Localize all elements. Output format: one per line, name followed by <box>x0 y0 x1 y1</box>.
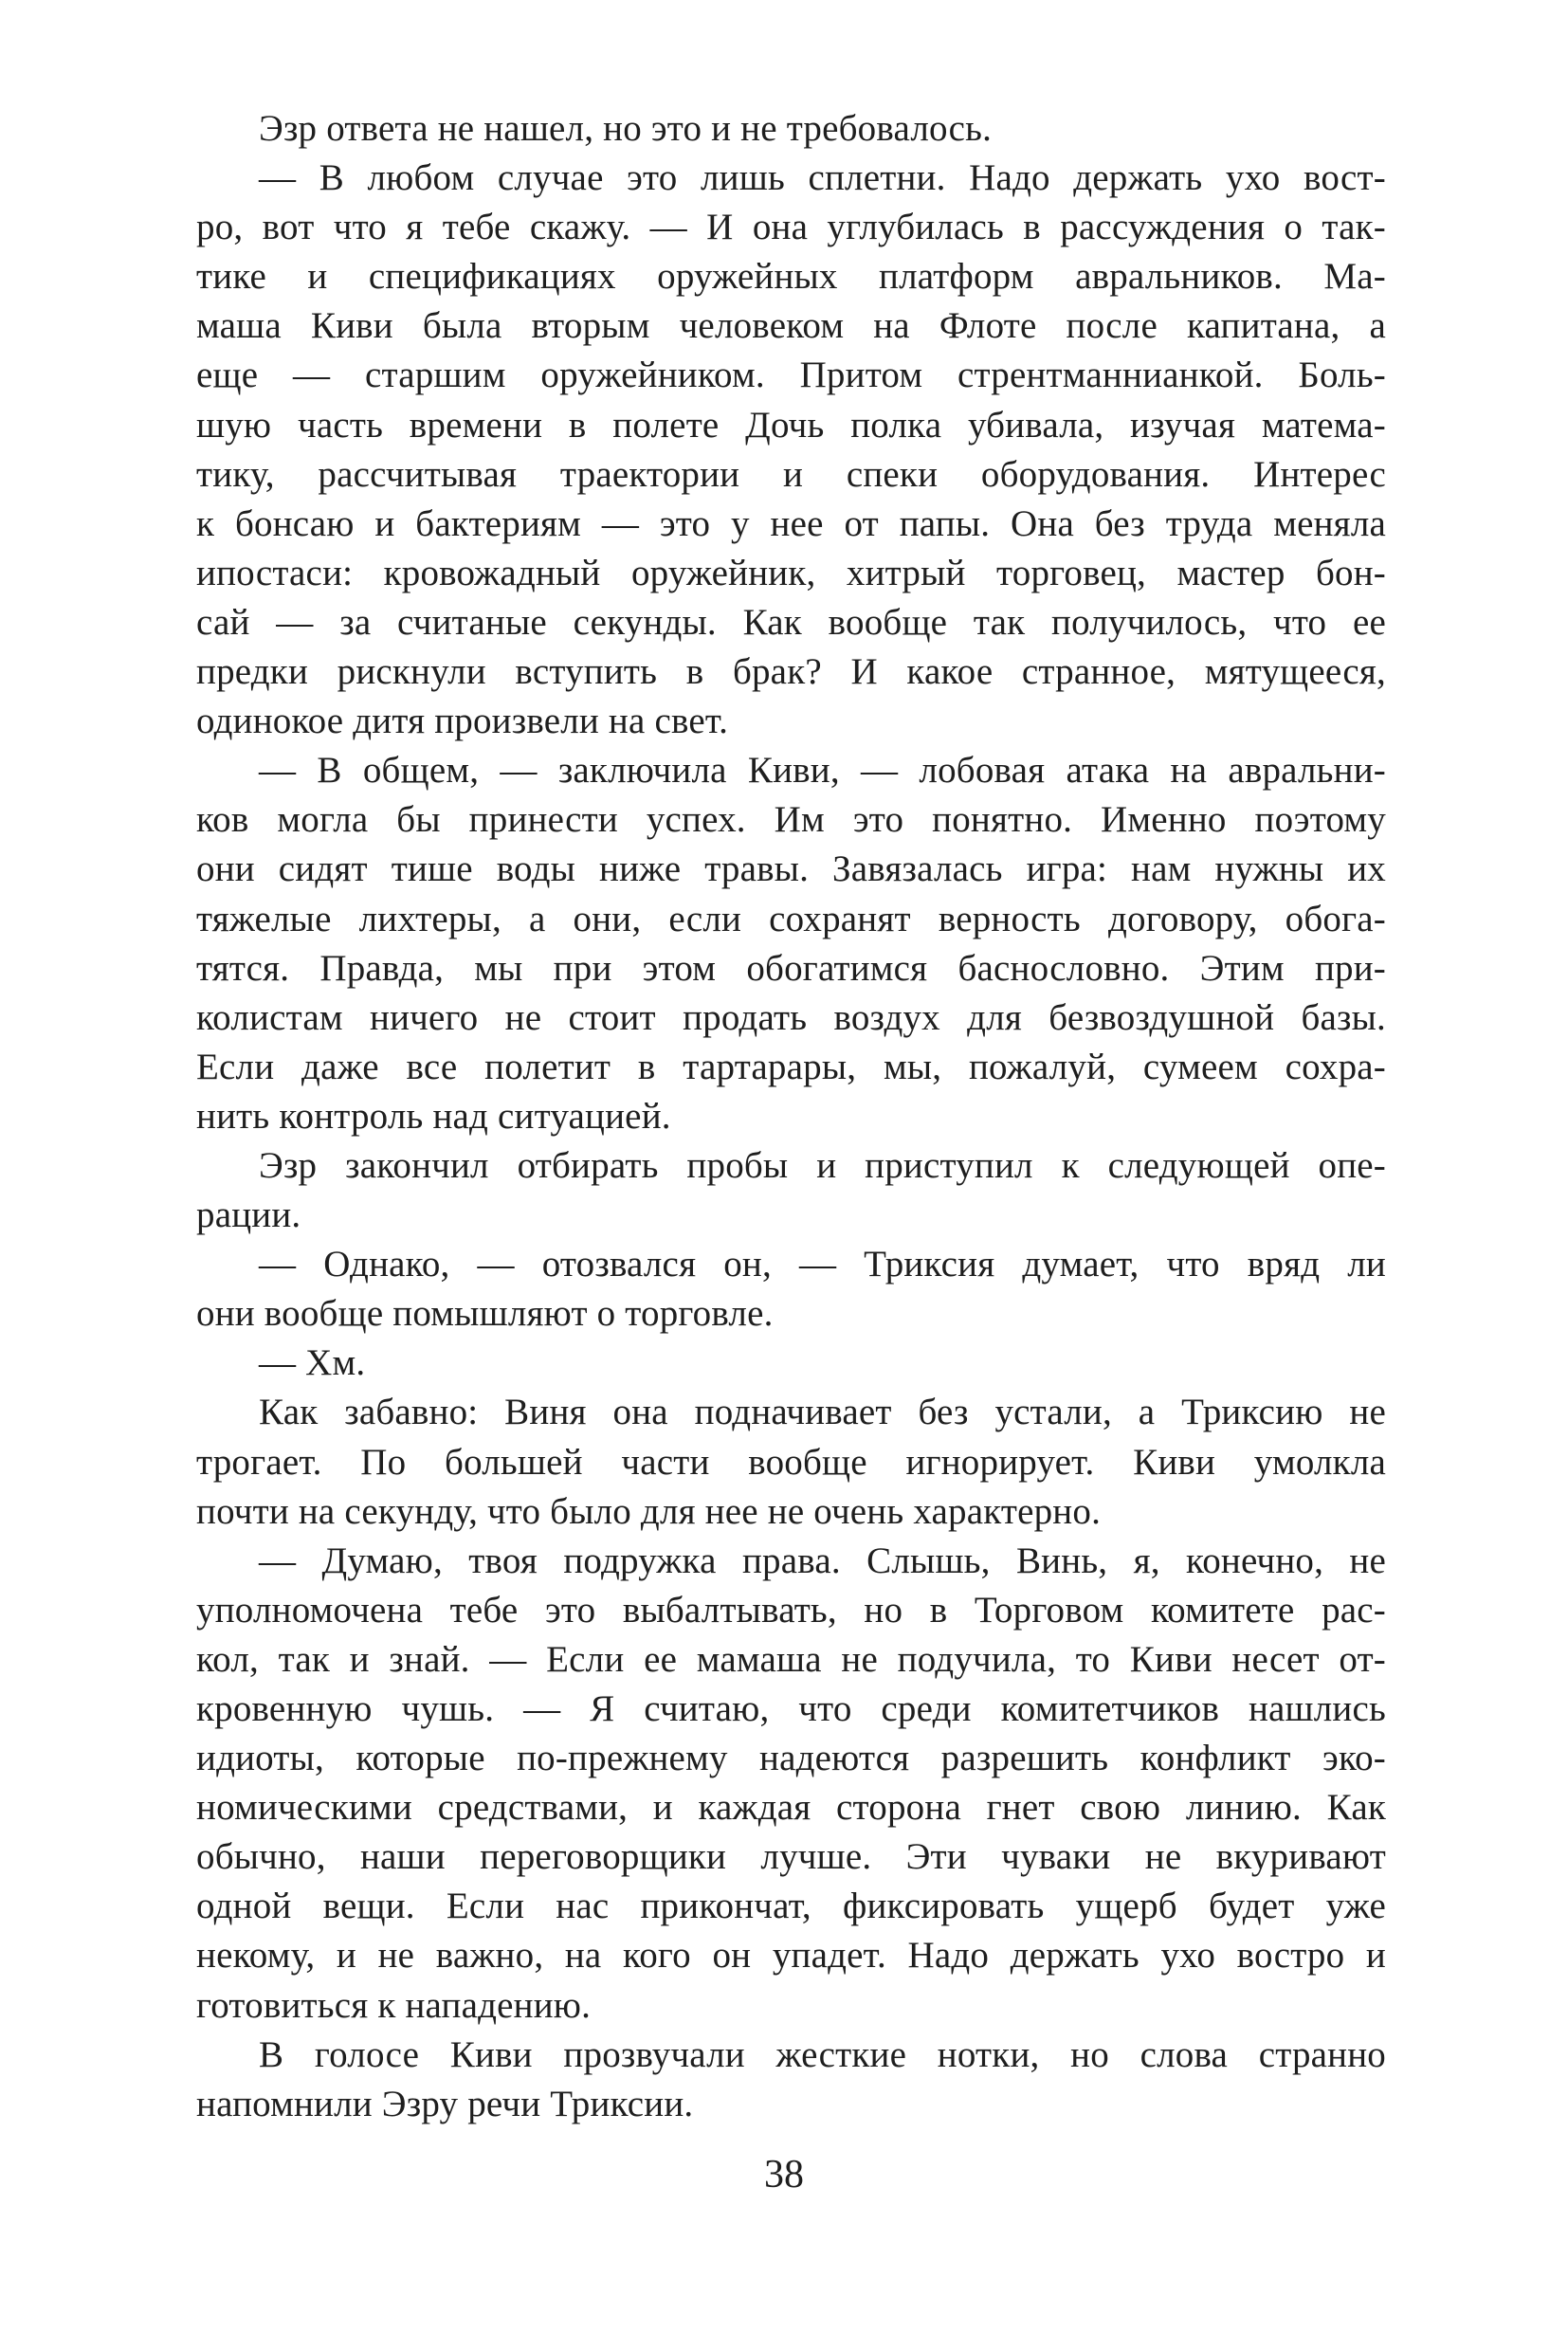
text-line: маша Киви была вторым человеком на Флоте после капитана, а <box>196 305 1386 347</box>
page-number: 38 <box>764 2153 804 2196</box>
text-line: они сидят тише воды ниже травы. Завязалась игра: нам нужны их <box>196 848 1386 890</box>
text-line: ро, вот что я тебе скажу. — И она углубилась в рассуждения о так- <box>196 207 1386 248</box>
text-line: — Хм. <box>259 1342 366 1384</box>
text-line: они вообще помышляют о торговле. <box>196 1293 774 1335</box>
text-line: тику, рассчитывая траектории и спеки оборудования. Интерес <box>196 453 1386 495</box>
text-line: колистам ничего не стоит продать воздух для безвоздушной базы. <box>196 996 1386 1038</box>
text-line: — В общем, — заключила Киви, — лобовая атака на авральни- <box>259 750 1386 792</box>
text-line: идиоты, которые по-прежнему надеются разрешить конфликт эко- <box>196 1738 1386 1779</box>
text-line: Если даже все полетит в тартарары, мы, пожалуй, сумеем сохра- <box>196 1046 1386 1087</box>
text-line: Эзр закончил отбирать пробы и приступил к следующей опе- <box>259 1144 1386 1186</box>
text-line: ков могла бы принести успех. Им это понятно. Именно поэтому <box>196 799 1386 841</box>
text-line: одной вещи. Если нас прикончат, фиксировать ущерб будет уже <box>196 1886 1386 1927</box>
text-line: сай — за считаные секунды. Как вообще так получилось, что ее <box>196 601 1386 643</box>
text-line: кровенную чушь. — Я считаю, что среди комитетчиков нашлись <box>196 1688 1386 1729</box>
text-line: — Однако, — отозвался он, — Триксия думает, что вряд ли <box>259 1244 1386 1285</box>
text-line: В голосе Киви прозвучали жесткие нотки, но слова странно <box>259 2033 1386 2075</box>
text-line: предки рискнули вступить в брак? И какое странное, мятущееся, <box>196 651 1386 693</box>
text-line: готовиться к нападению. <box>196 1984 592 2026</box>
text-line: уполномочена тебе это выбалтывать, но в Торговом комитете рас- <box>196 1589 1386 1631</box>
text-line: ипостаси: кровожадный оружейник, хитрый торговец, мастер бон- <box>196 552 1386 593</box>
text-line: тяжелые лихтеры, а они, если сохранят верность договору, обога- <box>196 898 1386 939</box>
body-text <box>196 104 1386 2129</box>
text-line: трогает. По большей части вообще игнорирует. Киви умолкла <box>196 1441 1386 1483</box>
text-line: тятся. Правда, мы при этом обогатимся баснословно. Этим при- <box>196 947 1386 989</box>
text-line: к бонсаю и бактериям — это у нее от папы. Она без труда меняла <box>196 502 1386 544</box>
text-line: некому, и не важно, на кого он упадет. Надо держать ухо востро и <box>196 1935 1386 1977</box>
text-line: обычно, наши переговорщики лучше. Эти чуваки не вкуривают <box>196 1836 1386 1878</box>
text-line: тике и спецификациях оружейных платформ авральников. Ма- <box>196 256 1386 298</box>
text-line: кол, так и знай. — Если ее мамаша не подучила, то Киви несет от- <box>196 1638 1386 1680</box>
text-line: Эзр ответа не нашел, но это и не требовалось. <box>259 108 993 149</box>
text-line: Как забавно: Виня она подначивает без устали, а Триксию не <box>259 1392 1386 1433</box>
text-line: — Думаю, твоя подружка права. Слышь, Винь, я, конечно, не <box>259 1540 1386 1581</box>
text-line: нить контроль над ситуацией. <box>196 1095 671 1137</box>
text-line: напомнили Эзру речи Триксии. <box>196 2083 694 2124</box>
text-line: почти на секунду, что было для нее не очень характерно. <box>196 1490 1102 1532</box>
text-line: рации. <box>196 1194 301 1236</box>
text-line: одинокое дитя произвели на свет. <box>196 701 729 742</box>
text-line: номическими средствами, и каждая сторона гнет свою линию. Как <box>196 1787 1386 1829</box>
text-line: — В любом случае это лишь сплетни. Надо держать ухо вост- <box>259 157 1386 199</box>
text-line: шую часть времени в полете Дочь полка убивала, изучая матема- <box>196 404 1386 446</box>
text-line: еще — старшим оружейником. Притом стрентманнианкой. Боль- <box>196 355 1386 396</box>
